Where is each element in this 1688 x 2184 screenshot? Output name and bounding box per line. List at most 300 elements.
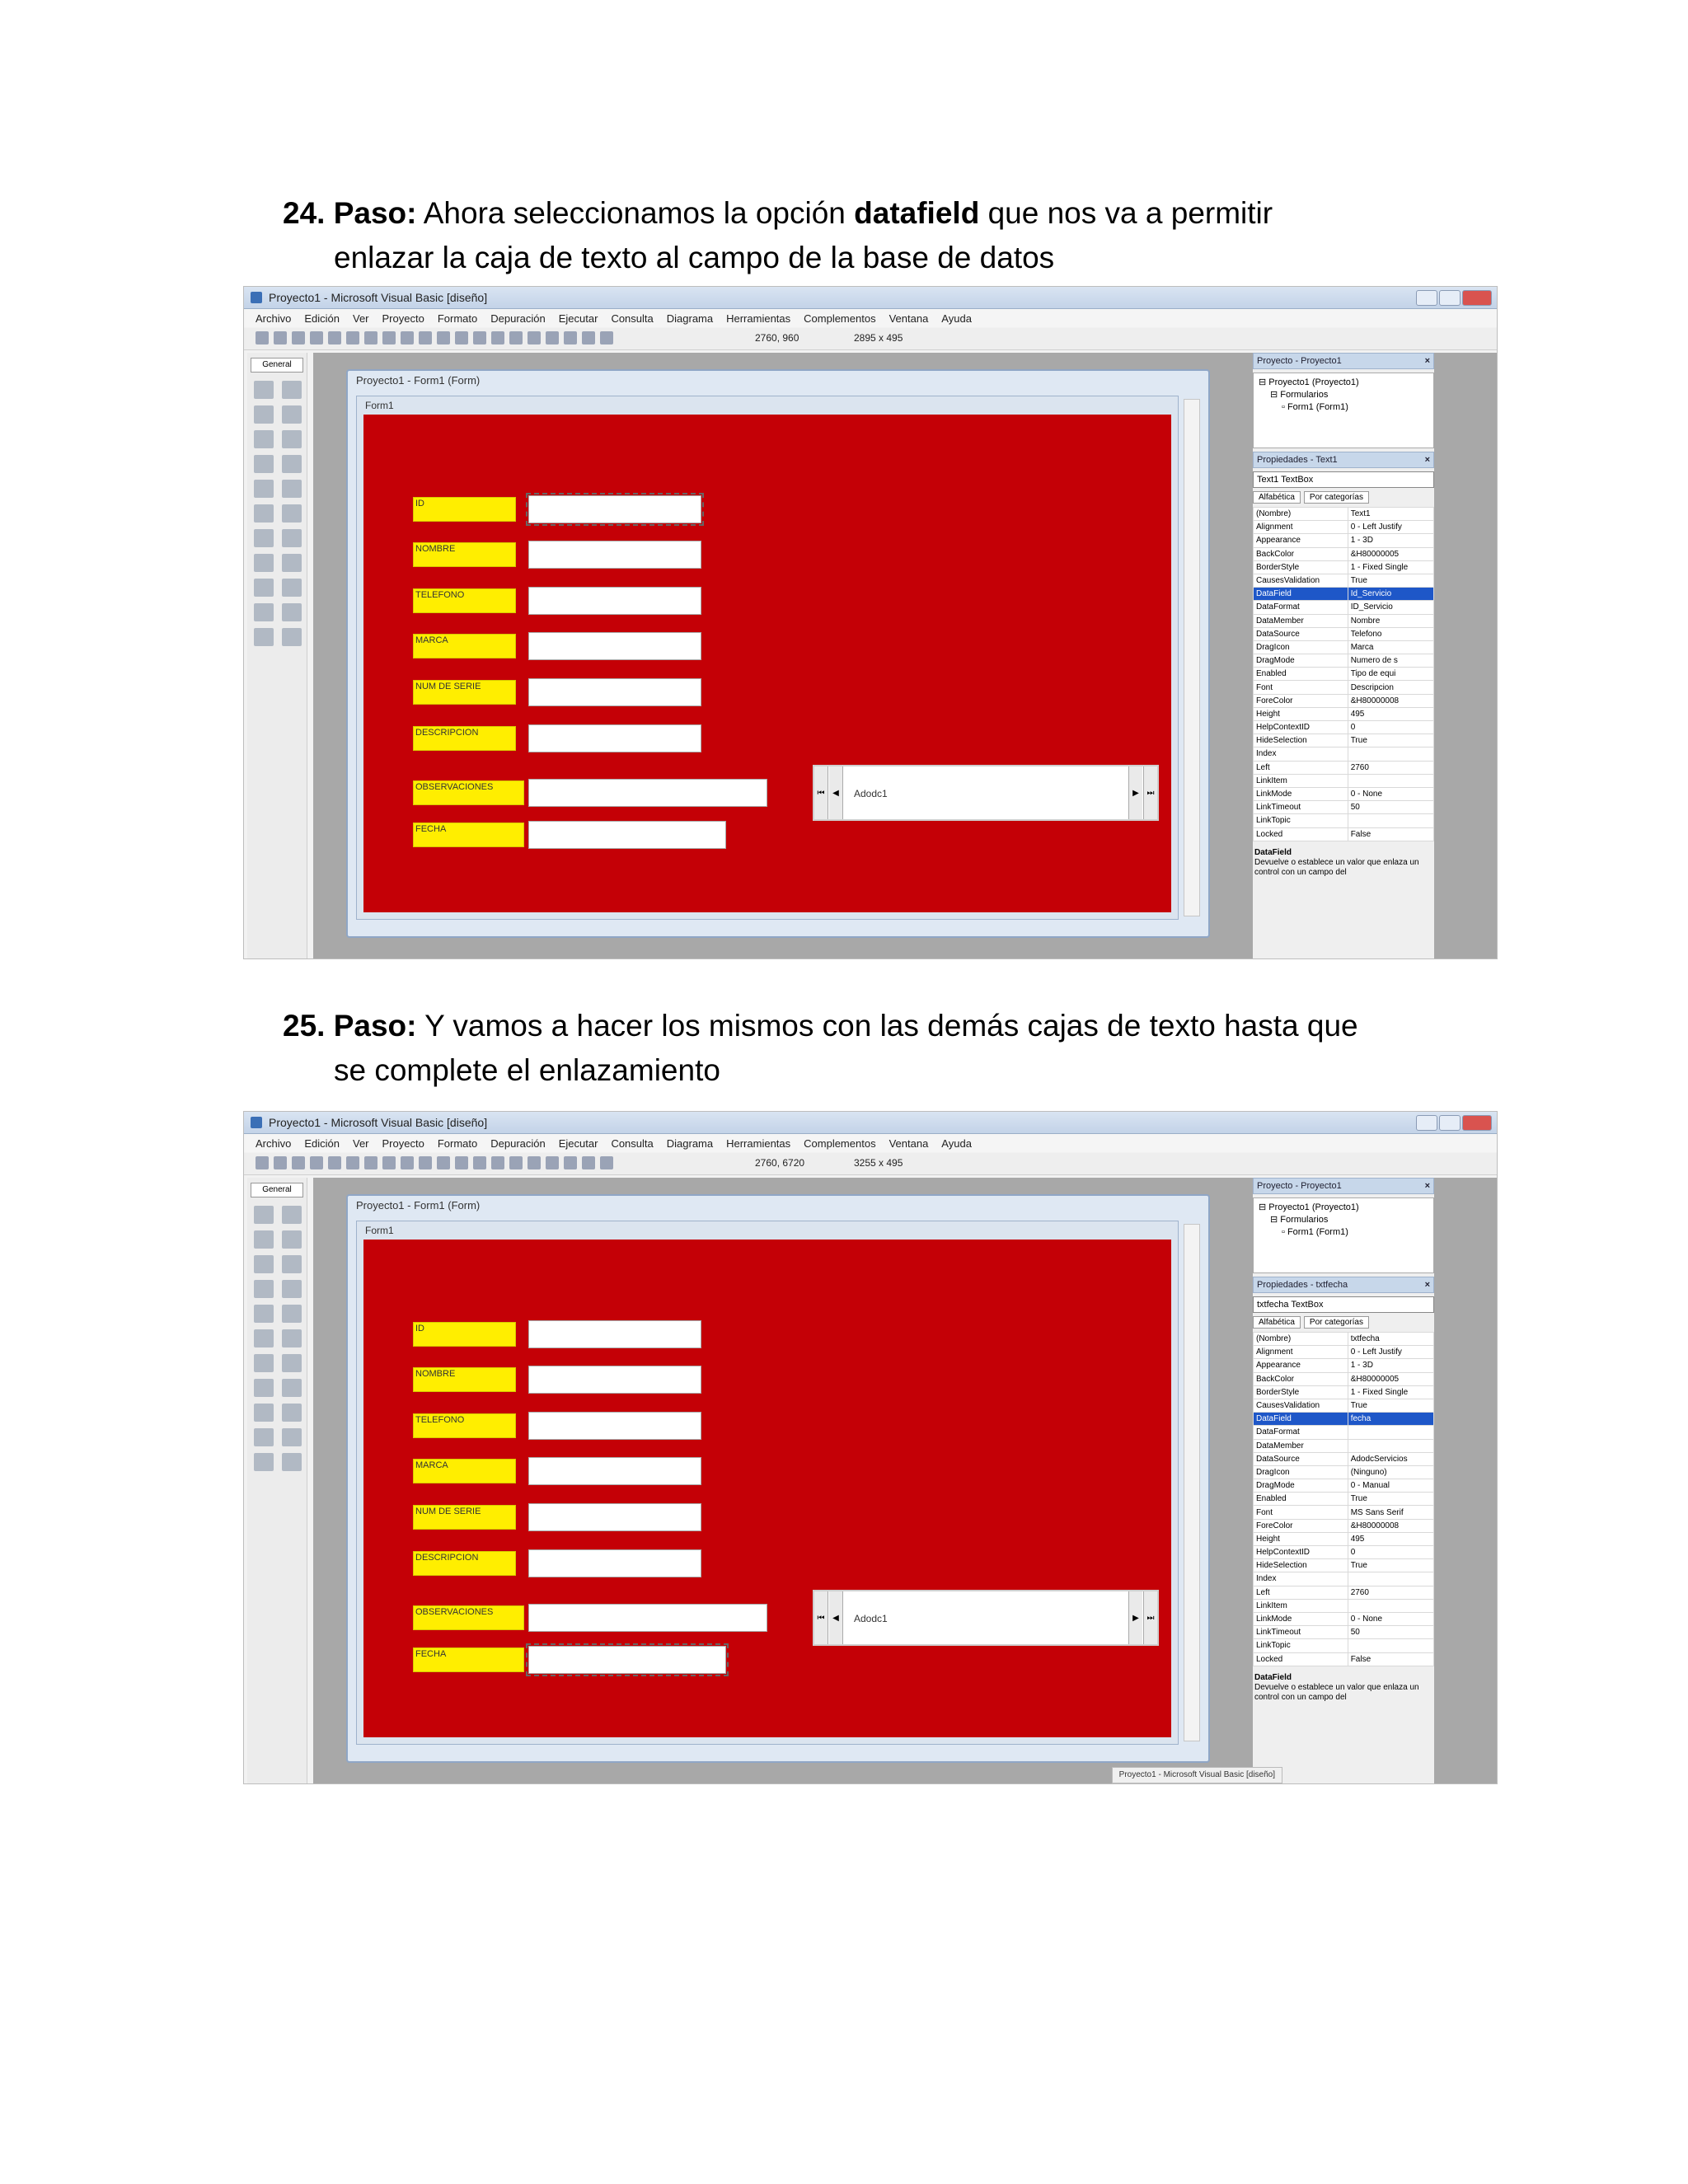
form-designer-window <box>346 369 1210 938</box>
toolbar-button-icon[interactable] <box>382 1156 396 1169</box>
property-description-title: DataField <box>1254 1672 1292 1682</box>
menu-item[interactable]: Ejecutar <box>558 312 598 325</box>
property-name: LinkTimeout <box>1254 801 1348 814</box>
menu-item[interactable]: Formato <box>437 312 478 325</box>
property-value: Id_Servicio <box>1348 588 1433 601</box>
text-box[interactable] <box>528 724 701 752</box>
property-value <box>1348 1426 1433 1439</box>
property-row[interactable] <box>1254 668 1434 681</box>
toolbar-button-icon[interactable] <box>473 1156 486 1169</box>
text-box[interactable] <box>528 1457 701 1485</box>
toolbox-control-icon[interactable] <box>254 1354 274 1372</box>
toolbar-button-icon[interactable] <box>292 331 305 344</box>
property-row[interactable] <box>1254 1599 1434 1612</box>
property-name: DataFormat <box>1254 1426 1348 1439</box>
toolbar-button-icon[interactable] <box>509 1156 523 1169</box>
menu-item[interactable]: Herramientas <box>726 1137 791 1150</box>
text-box[interactable] <box>528 779 767 807</box>
property-row[interactable] <box>1254 1519 1434 1532</box>
menu-item[interactable]: Complementos <box>804 312 876 325</box>
form-canvas[interactable] <box>363 1240 1171 1737</box>
property-name: DragMode <box>1254 1479 1348 1493</box>
close-button[interactable] <box>1462 290 1492 306</box>
text-box[interactable] <box>528 1412 701 1440</box>
property-value: AdodcServicios <box>1348 1452 1433 1465</box>
property-name: Locked <box>1254 827 1348 841</box>
prev-record-button[interactable]: ◀ <box>829 1591 843 1644</box>
property-row[interactable] <box>1254 640 1434 654</box>
toolbox-control-icon[interactable] <box>282 1379 302 1397</box>
property-row[interactable] <box>1254 1586 1434 1599</box>
toolbar-icons <box>256 331 613 344</box>
properties-tab[interactable]: Alfabética <box>1253 1316 1301 1329</box>
property-row[interactable] <box>1254 734 1434 748</box>
property-row[interactable] <box>1254 560 1434 574</box>
project-tree-node[interactable]: ⊟ Formularios <box>1270 1215 1329 1225</box>
text-box[interactable] <box>528 1549 701 1577</box>
text-box[interactable] <box>528 1604 767 1632</box>
menu-item[interactable]: Edición <box>304 312 340 325</box>
toolbar-button-icon[interactable] <box>401 1156 414 1169</box>
vertical-scrollbar[interactable] <box>1184 399 1200 916</box>
toolbox-title: General <box>251 358 303 373</box>
next-record-button[interactable]: ▶ <box>1128 766 1142 819</box>
field-label: MARCA <box>413 634 516 658</box>
toolbox-control-icon[interactable] <box>254 480 274 498</box>
project-tree-node[interactable]: ⊟ Proyecto1 (Proyecto1) <box>1259 377 1359 387</box>
field-label: FECHA <box>413 823 524 847</box>
toolbox-control-icon[interactable] <box>254 1453 274 1471</box>
right-panels <box>1253 353 1434 958</box>
window-controls <box>1416 290 1492 306</box>
toolbox-control-icon[interactable] <box>254 529 274 547</box>
toolbar-button-icon[interactable] <box>437 331 450 344</box>
property-value: fecha <box>1348 1413 1433 1426</box>
property-description-text: Devuelve o establece un valor que enlaza un control con un campo del <box>1254 857 1419 877</box>
properties-title: Propiedades - txtfecha × <box>1253 1277 1434 1293</box>
property-row[interactable] <box>1254 1652 1434 1666</box>
toolbar-button-icon[interactable] <box>256 331 269 344</box>
vb-app-icon <box>251 1117 262 1128</box>
next-record-button[interactable]: ▶ <box>1128 1591 1142 1644</box>
property-name: LinkTopic <box>1254 814 1348 827</box>
property-name: DataMember <box>1254 1439 1348 1452</box>
toolbox-control-icon[interactable] <box>254 628 274 646</box>
toolbar-button-icon[interactable] <box>328 1156 341 1169</box>
toolbar-button-icon[interactable] <box>491 1156 504 1169</box>
toolbar-button-icon[interactable] <box>546 331 559 344</box>
toolbox-control-icon[interactable] <box>282 1428 302 1446</box>
menu-item[interactable]: Ver <box>353 312 369 325</box>
property-name: LinkTopic <box>1254 1639 1348 1652</box>
form-canvas[interactable] <box>363 415 1171 912</box>
property-row[interactable] <box>1254 721 1434 734</box>
close-icon[interactable]: × <box>1424 455 1430 465</box>
property-value: True <box>1348 574 1433 587</box>
property-description <box>1253 1671 1434 1704</box>
step-number: 25. <box>283 1009 326 1043</box>
property-row[interactable] <box>1254 588 1434 601</box>
menu-item[interactable]: Archivo <box>256 312 292 325</box>
menu-item[interactable]: Edición <box>304 1137 340 1150</box>
property-value <box>1348 774 1433 787</box>
toolbox-control-icon[interactable] <box>282 430 302 448</box>
property-value: &H80000005 <box>1348 1372 1433 1385</box>
text-box[interactable] <box>528 1646 726 1674</box>
property-value <box>1348 814 1433 827</box>
property-value: Marca <box>1348 640 1433 654</box>
property-row[interactable] <box>1254 1532 1434 1545</box>
property-name: BackColor <box>1254 547 1348 560</box>
property-value: True <box>1348 1399 1433 1412</box>
toolbox-control-icon[interactable] <box>282 1453 302 1471</box>
toolbar-button-icon[interactable] <box>491 331 504 344</box>
text-box[interactable] <box>528 1503 701 1531</box>
toolbox-control-icon[interactable] <box>254 1255 274 1273</box>
property-row[interactable] <box>1254 1559 1434 1572</box>
toolbox-control-icon[interactable] <box>282 1305 302 1323</box>
property-row[interactable] <box>1254 1372 1434 1385</box>
field-label: NUM DE SERIE <box>413 1505 516 1530</box>
toolbox-control-icon[interactable] <box>282 504 302 523</box>
property-name: Enabled <box>1254 668 1348 681</box>
property-row[interactable] <box>1254 1333 1434 1346</box>
toolbar-button-icon[interactable] <box>274 1156 287 1169</box>
field-label: TELEFONO <box>413 1413 516 1438</box>
text-box[interactable] <box>528 541 701 569</box>
object-selector[interactable]: txtfecha TextBox <box>1253 1296 1434 1313</box>
adodc-control[interactable] <box>813 1590 1159 1646</box>
toolbox-control-icon[interactable] <box>254 504 274 523</box>
adodc-control[interactable] <box>813 765 1159 821</box>
property-row[interactable] <box>1254 521 1434 534</box>
property-value: 1 - 3D <box>1348 1359 1433 1372</box>
toolbar-button-icon[interactable] <box>310 1156 323 1169</box>
property-value: Text1 <box>1348 508 1433 521</box>
property-row[interactable] <box>1254 534 1434 547</box>
property-value: 0 - Left Justify <box>1348 1346 1433 1359</box>
property-row[interactable] <box>1254 627 1434 640</box>
properties-tab[interactable]: Alfabética <box>1253 491 1301 504</box>
property-name: LinkTimeout <box>1254 1626 1348 1639</box>
toolbox-control-icon[interactable] <box>254 1305 274 1323</box>
toolbar-button-icon[interactable] <box>600 331 613 344</box>
property-row[interactable] <box>1254 574 1434 587</box>
menu-item[interactable]: Diagrama <box>666 1137 714 1150</box>
property-name: CausesValidation <box>1254 1399 1348 1412</box>
toolbox-control-icon[interactable] <box>254 1280 274 1298</box>
property-name: Alignment <box>1254 1346 1348 1359</box>
menu-item[interactable]: Complementos <box>804 1137 876 1150</box>
close-icon[interactable]: × <box>1424 356 1430 366</box>
property-name: (Nombre) <box>1254 508 1348 521</box>
maximize-button[interactable] <box>1439 1115 1461 1131</box>
property-row[interactable] <box>1254 1413 1434 1426</box>
toolbox-control-icon[interactable] <box>254 1329 274 1347</box>
toolbox-control-icon[interactable] <box>282 1354 302 1372</box>
text-box[interactable] <box>528 632 701 660</box>
property-row[interactable] <box>1254 681 1434 694</box>
property-row[interactable] <box>1254 508 1434 521</box>
toolbox-control-icon[interactable] <box>254 1428 274 1446</box>
property-row[interactable] <box>1254 1493 1434 1506</box>
toolbox-control-icon[interactable] <box>254 554 274 572</box>
vb-screenshot-1 <box>243 286 1498 959</box>
last-record-button[interactable]: ⏭ <box>1143 1591 1157 1644</box>
adodc-caption: Adodc1 <box>854 1613 888 1624</box>
menu-item[interactable]: Consulta <box>611 1137 654 1150</box>
toolbar-button-icon[interactable] <box>546 1156 559 1169</box>
property-value: True <box>1348 1493 1433 1506</box>
property-row[interactable] <box>1254 1359 1434 1372</box>
properties-grid <box>1253 1332 1434 1666</box>
toolbox-control-icon[interactable] <box>282 529 302 547</box>
toolbar-button-icon[interactable] <box>346 1156 359 1169</box>
toolbar-button-icon[interactable] <box>437 1156 450 1169</box>
menu-item[interactable]: Proyecto <box>382 1137 424 1150</box>
menu-item[interactable]: Ejecutar <box>558 1137 598 1150</box>
property-value <box>1348 1599 1433 1612</box>
property-value: Telefono <box>1348 627 1433 640</box>
text-box[interactable] <box>528 678 701 706</box>
property-row[interactable] <box>1254 774 1434 787</box>
property-row[interactable] <box>1254 1465 1434 1479</box>
maximize-button[interactable] <box>1439 290 1461 306</box>
text-box[interactable] <box>528 587 701 615</box>
standard-toolbar <box>244 1153 1497 1175</box>
project-tree-node[interactable]: ⊟ Formularios <box>1270 390 1329 400</box>
toolbox-control-icon[interactable] <box>254 1230 274 1249</box>
property-row[interactable] <box>1254 1506 1434 1519</box>
toolbox-control-icon[interactable] <box>282 455 302 473</box>
text-box[interactable] <box>528 1320 701 1348</box>
properties-title: Propiedades - Text1 × <box>1253 452 1434 468</box>
window-controls <box>1416 1115 1492 1131</box>
property-row[interactable] <box>1254 1612 1434 1625</box>
property-value: 495 <box>1348 707 1433 720</box>
menu-item[interactable]: Ayuda <box>941 1137 972 1150</box>
properties-tabs <box>1253 1316 1434 1329</box>
toolbar-button-icon[interactable] <box>401 331 414 344</box>
size-readout: 2895 x 495 <box>854 332 903 344</box>
property-row[interactable] <box>1254 1439 1434 1452</box>
form-designer-window <box>346 1194 1210 1763</box>
project-tree <box>1253 373 1434 448</box>
toolbox-control-icon[interactable] <box>254 1379 274 1397</box>
field-label: NOMBRE <box>413 1367 516 1392</box>
project-tree-node[interactable]: ▫ Form1 (Form1) <box>1282 1227 1348 1237</box>
project-tree-node[interactable]: ⊟ Proyecto1 (Proyecto1) <box>1259 1202 1359 1212</box>
close-icon[interactable]: × <box>1424 1280 1430 1290</box>
toolbar-button-icon[interactable] <box>382 331 396 344</box>
menu-item[interactable]: Herramientas <box>726 312 791 325</box>
properties-tab[interactable]: Por categorías <box>1304 1316 1369 1329</box>
toolbar-button-icon[interactable] <box>509 331 523 344</box>
first-record-button[interactable]: ⏮ <box>814 1591 828 1644</box>
field-label: NOMBRE <box>413 542 516 567</box>
toolbox-control-icon[interactable] <box>254 430 274 448</box>
toolbar-button-icon[interactable] <box>528 1156 541 1169</box>
step-number: 24. <box>283 196 326 230</box>
properties-tab[interactable]: Por categorías <box>1304 491 1369 504</box>
property-row[interactable] <box>1254 1426 1434 1439</box>
toolbox-control-icon[interactable] <box>254 405 274 424</box>
menu-item[interactable]: Proyecto <box>382 312 424 325</box>
toolbar-button-icon[interactable] <box>274 331 287 344</box>
toolbar-button-icon[interactable] <box>419 1156 432 1169</box>
toolbar-button-icon[interactable] <box>582 1156 595 1169</box>
property-name: BorderStyle <box>1254 560 1348 574</box>
property-row[interactable] <box>1254 707 1434 720</box>
first-record-button[interactable]: ⏮ <box>814 766 828 819</box>
project-tree-node[interactable]: ▫ Form1 (Form1) <box>1282 402 1348 412</box>
toolbar-button-icon[interactable] <box>455 331 468 344</box>
menu-item[interactable]: Formato <box>437 1137 478 1150</box>
toolbar-icons <box>256 1156 613 1169</box>
property-value: &H80000008 <box>1348 694 1433 707</box>
property-row[interactable] <box>1254 801 1434 814</box>
toolbox-control-icon[interactable] <box>282 1255 302 1273</box>
toolbox-control-icon[interactable] <box>254 381 274 399</box>
property-row[interactable] <box>1254 787 1434 800</box>
property-value: 2760 <box>1348 1586 1433 1599</box>
property-row[interactable] <box>1254 1626 1434 1639</box>
property-row[interactable] <box>1254 827 1434 841</box>
property-row[interactable] <box>1254 748 1434 761</box>
toolbox-control-icon[interactable] <box>282 1206 302 1224</box>
toolbox-control-icon[interactable] <box>282 579 302 597</box>
property-row[interactable] <box>1254 1452 1434 1465</box>
form-title: Form1 <box>365 1225 394 1236</box>
toolbox <box>247 1178 307 1783</box>
toolbox-control-icon[interactable] <box>254 603 274 621</box>
property-row[interactable] <box>1254 1385 1434 1399</box>
property-row[interactable] <box>1254 1479 1434 1493</box>
toolbar-button-icon[interactable] <box>419 331 432 344</box>
property-name: DataFormat <box>1254 601 1348 614</box>
menu-item[interactable]: Consulta <box>611 312 654 325</box>
toolbar-button-icon[interactable] <box>256 1156 269 1169</box>
property-row[interactable] <box>1254 614 1434 627</box>
property-value: 1 - Fixed Single <box>1348 1385 1433 1399</box>
toolbox-control-icon[interactable] <box>282 554 302 572</box>
menu-item[interactable]: Ventana <box>889 1137 929 1150</box>
property-row[interactable] <box>1254 814 1434 827</box>
property-row[interactable] <box>1254 694 1434 707</box>
step-text-line2: se complete el enlazamiento <box>334 1053 720 1087</box>
toolbox-control-icon[interactable] <box>254 579 274 597</box>
property-name: Font <box>1254 1506 1348 1519</box>
toolbar-button-icon[interactable] <box>328 331 341 344</box>
menu-item[interactable]: Diagrama <box>666 312 714 325</box>
menu-item[interactable]: Depuración <box>490 312 546 325</box>
property-value: 495 <box>1348 1532 1433 1545</box>
menu-item[interactable]: Depuración <box>490 1137 546 1150</box>
property-name: DataField <box>1254 588 1348 601</box>
property-row[interactable] <box>1254 547 1434 560</box>
toolbar-button-icon[interactable] <box>582 331 595 344</box>
property-name: DragMode <box>1254 654 1348 668</box>
prev-record-button[interactable]: ◀ <box>829 766 843 819</box>
property-row[interactable] <box>1254 1346 1434 1359</box>
field-label: DESCRIPCION <box>413 1551 516 1576</box>
property-value: 2760 <box>1348 761 1433 774</box>
text-box[interactable] <box>528 495 701 523</box>
property-name: LinkMode <box>1254 787 1348 800</box>
object-selector[interactable]: Text1 TextBox <box>1253 471 1434 488</box>
toolbox-control-icon[interactable] <box>282 405 302 424</box>
property-value: &H80000008 <box>1348 1519 1433 1532</box>
toolbox-control-icon[interactable] <box>282 1230 302 1249</box>
toolbar-button-icon[interactable] <box>455 1156 468 1169</box>
toolbox-control-icon[interactable] <box>254 455 274 473</box>
minimize-button[interactable] <box>1416 290 1437 306</box>
position-readout: 2760, 960 <box>755 332 799 344</box>
toolbox-control-icon[interactable] <box>282 480 302 498</box>
property-name: Index <box>1254 748 1348 761</box>
toolbox-control-icon[interactable] <box>282 603 302 621</box>
toolbar-button-icon[interactable] <box>600 1156 613 1169</box>
property-row[interactable] <box>1254 654 1434 668</box>
minimize-button[interactable] <box>1416 1115 1437 1131</box>
step-label: Paso: <box>333 196 417 230</box>
toolbox-control-icon[interactable] <box>282 1329 302 1347</box>
text-box[interactable] <box>528 1366 701 1394</box>
form-designer-title: Proyecto1 - Form1 (Form) <box>356 374 481 387</box>
toolbar-button-icon[interactable] <box>364 1156 377 1169</box>
toolbox-control-icon[interactable] <box>254 1206 274 1224</box>
toolbar-button-icon[interactable] <box>364 331 377 344</box>
toolbox-control-icon[interactable] <box>282 628 302 646</box>
property-name: Appearance <box>1254 1359 1348 1372</box>
property-name: CausesValidation <box>1254 574 1348 587</box>
close-icon[interactable]: × <box>1424 1181 1430 1191</box>
property-value: 0 - Left Justify <box>1348 521 1433 534</box>
property-row[interactable] <box>1254 761 1434 774</box>
property-row[interactable] <box>1254 1399 1434 1412</box>
toolbar-button-icon[interactable] <box>564 1156 577 1169</box>
toolbar-button-icon[interactable] <box>310 331 323 344</box>
toolbar-button-icon[interactable] <box>473 331 486 344</box>
toolbox-control-icon[interactable] <box>254 1404 274 1422</box>
property-row[interactable] <box>1254 1572 1434 1586</box>
menu-item[interactable]: Ayuda <box>941 312 972 325</box>
vertical-scrollbar[interactable] <box>1184 1224 1200 1741</box>
menu-item[interactable]: Ver <box>353 1137 369 1150</box>
property-name: (Nombre) <box>1254 1333 1348 1346</box>
toolbox-control-icon[interactable] <box>282 381 302 399</box>
step-text: Y vamos a hacer los mismos con las demás cajas de texto hasta que <box>424 1009 1358 1043</box>
toolbar-button-icon[interactable] <box>528 331 541 344</box>
menu-item[interactable]: Archivo <box>256 1137 292 1150</box>
toolbar-button-icon[interactable] <box>292 1156 305 1169</box>
toolbar-button-icon[interactable] <box>346 331 359 344</box>
menu-item[interactable]: Ventana <box>889 312 929 325</box>
toolbox-control-icon[interactable] <box>282 1404 302 1422</box>
toolbox <box>247 353 307 958</box>
text-box[interactable] <box>528 821 726 849</box>
toolbar-button-icon[interactable] <box>564 331 577 344</box>
field-label: OBSERVACIONES <box>413 1605 524 1630</box>
close-button[interactable] <box>1462 1115 1492 1131</box>
property-row[interactable] <box>1254 1639 1434 1652</box>
property-name: Left <box>1254 761 1348 774</box>
property-row[interactable] <box>1254 1546 1434 1559</box>
last-record-button[interactable]: ⏭ <box>1143 766 1157 819</box>
property-row[interactable] <box>1254 601 1434 614</box>
toolbox-control-icon[interactable] <box>282 1280 302 1298</box>
property-value: 0 - None <box>1348 1612 1433 1625</box>
